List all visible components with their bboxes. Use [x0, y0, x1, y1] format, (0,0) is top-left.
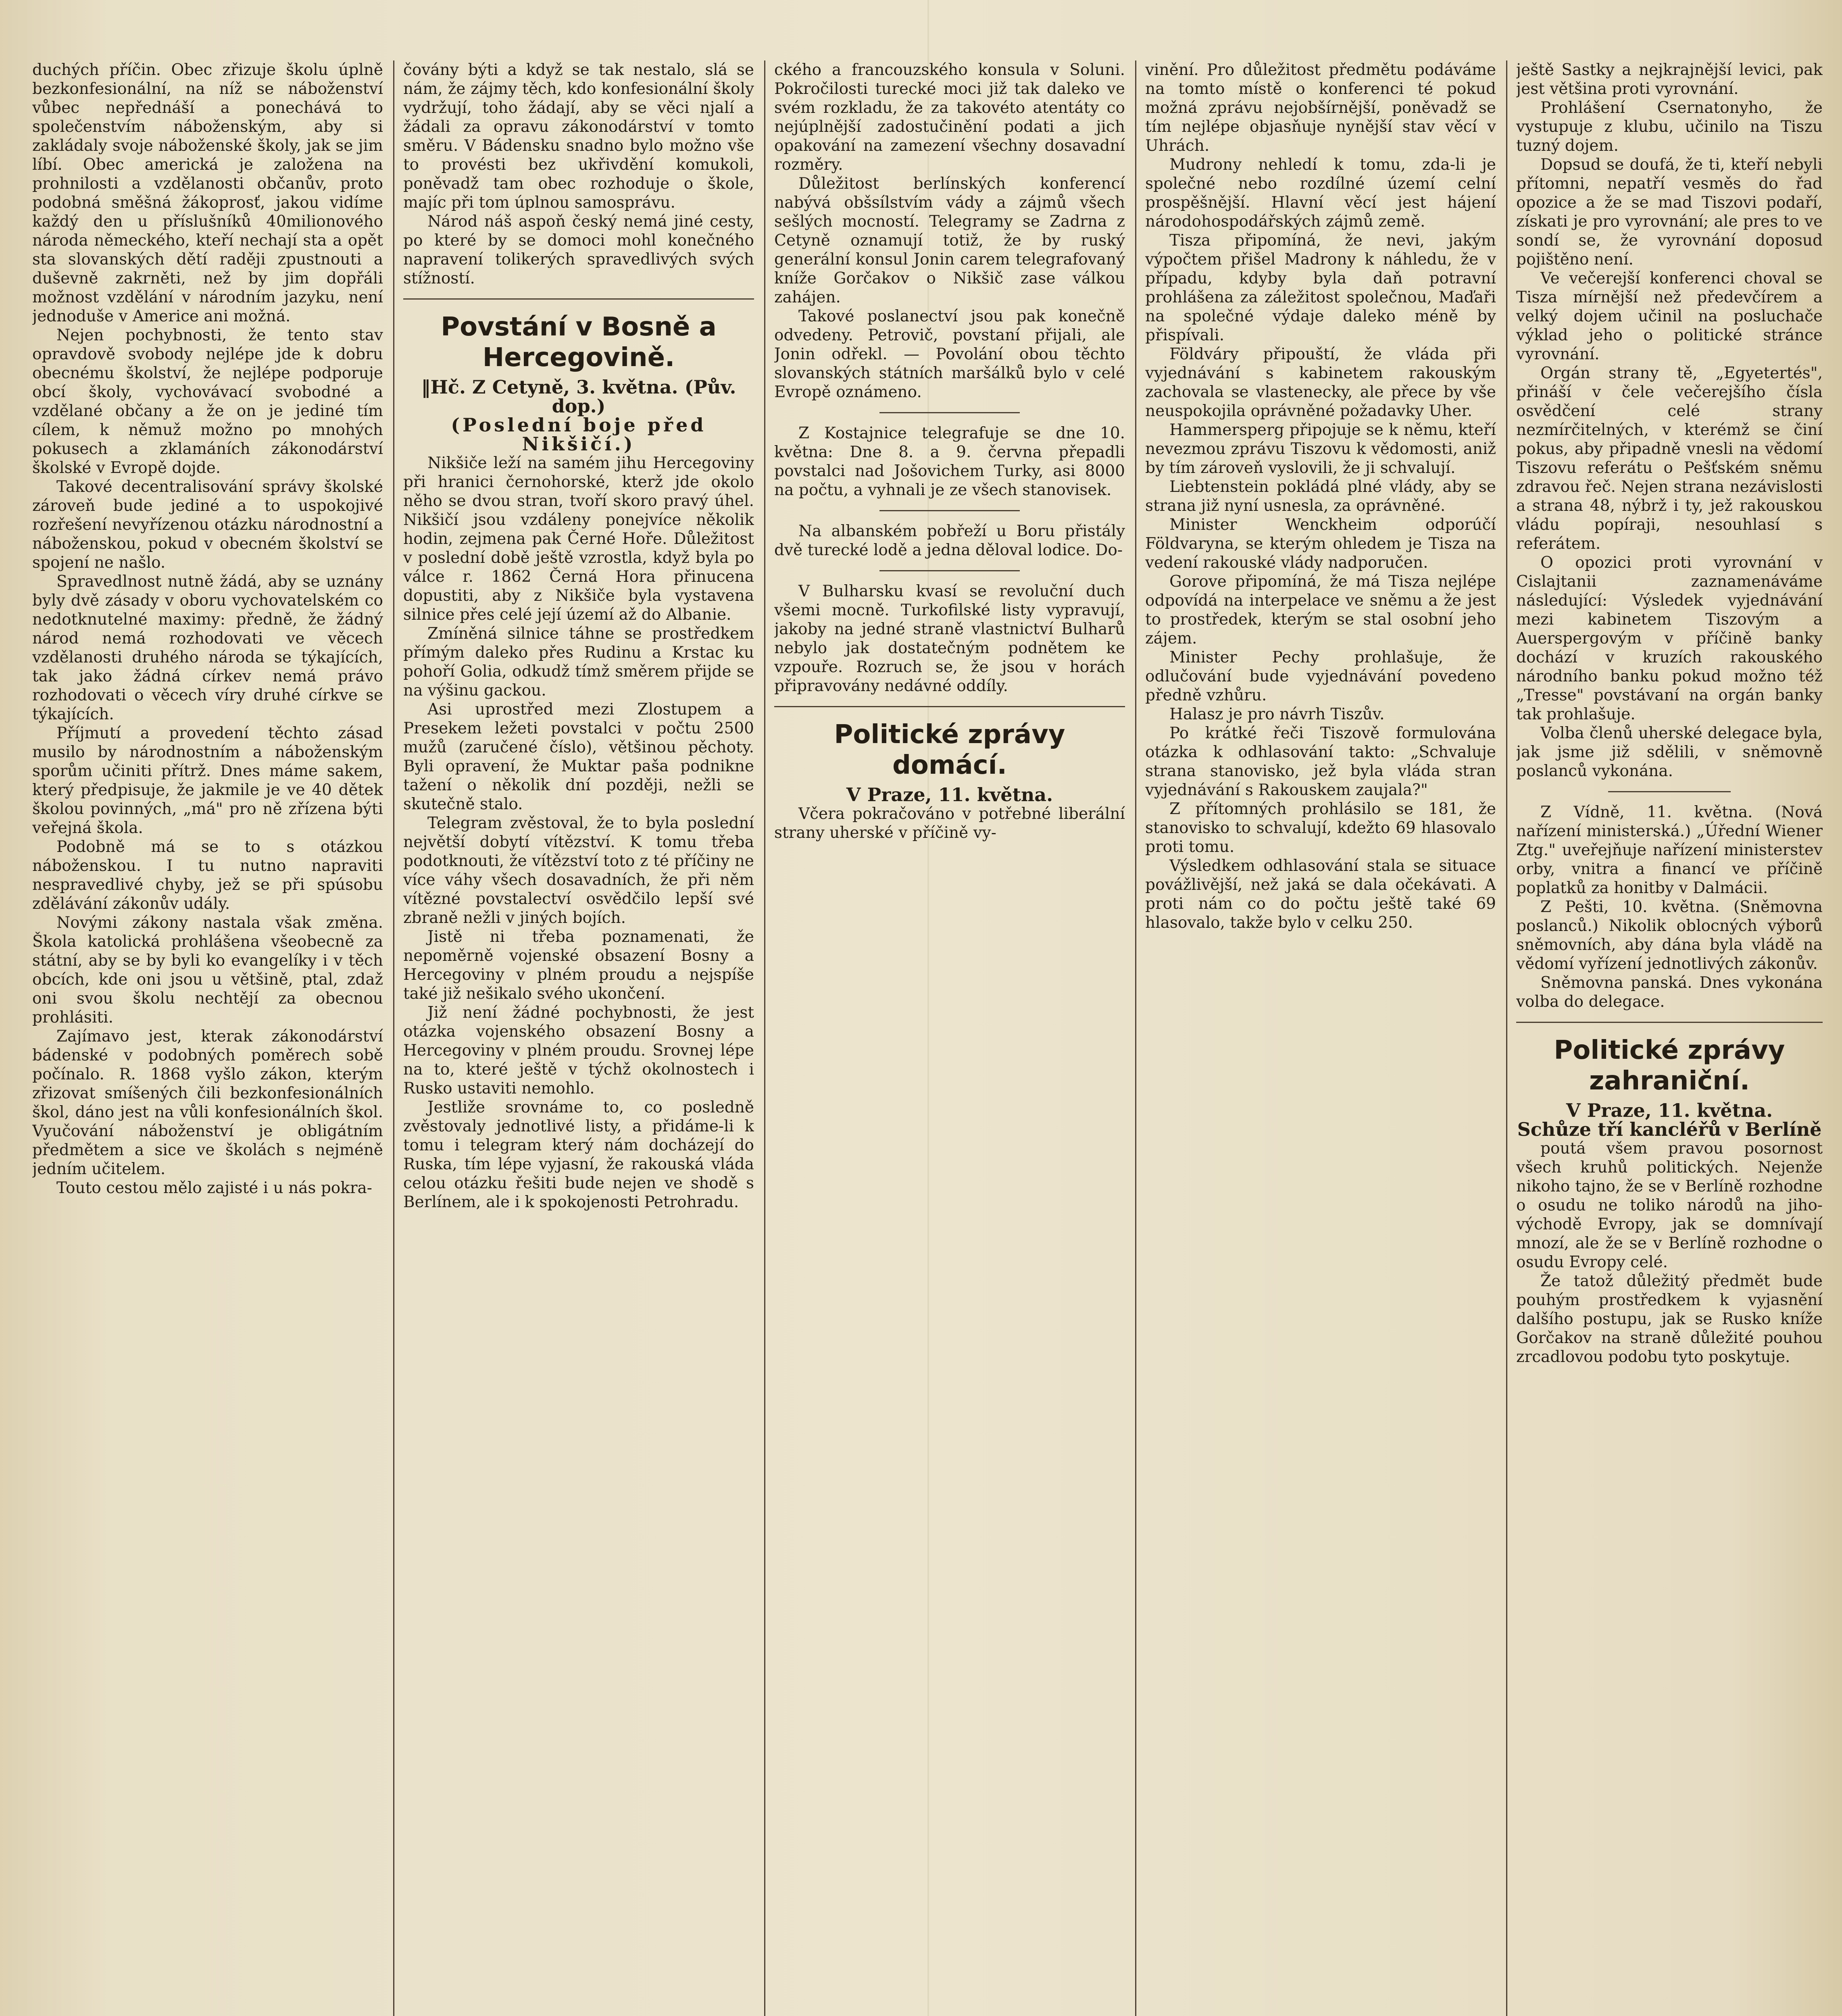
column-3 [774, 60, 1125, 2016]
paragraph: Výsledkem odhlasování stala se situace povážlivější, než jaká se dala očekávati. A proti nám co do počtu ještě také 69 hlasovalo, takže bylo v celku 250. [1145, 857, 1496, 932]
paragraph: Földváry připouští, že vláda při vyjednávání s kabinetem rakouským zachovala se vlastenecky, ale přece by vše neuspokojila oprávněné požadavky Uher. [1145, 345, 1496, 420]
paragraph: Jistě ni třeba poznamenati, že nepoměrně vojenské obsazení Bosny a Hercegoviny v plném proudu a nejspíše také již nešikalo svého ukončení. [403, 928, 754, 1003]
paragraph: V Bulharsku kvasí se revoluční duch všemi mocně. Turkofilské listy vypravují, jakoby na jedné straně vlastnictví Bulharů nebylo jak dostatečným podnětem ke vzpouře. Rozruch se, že jsou v horách připravovány nedávné oddíly. [774, 582, 1125, 695]
paragraph: Volba členů uherské delegace byla, jak jsme již sdělili, v sněmovně poslanců vykonána. [1516, 724, 1823, 780]
paragraph: Z Vídně, 11. května. (Nová nařízení ministerská.) „Úřední Wiener Ztg." uveřejňuje nařízení ministerstev orby, vnitra a financí ve příčině poplatků za honitby v Dalmácii. [1516, 803, 1823, 897]
dateline: ‖Hč. Z Cetyně, 3. května. (Pův. dop.) [421, 376, 736, 417]
paragraph: Spravedlnost nutně žádá, aby se uznány byly dvě zásady v oboru vychovatelském co nedotknutelné maximy: předně, že žádný národ nemá rozhodovati ve věcech vzdělanosti druhého národa se týkajících, tak jako žádná církev nemá právo rozhodovati o věcech víry druhé církve se týkajících. [32, 573, 383, 723]
paragraph: Důležitost berlínských konferencí nabývá obšsílstvím vády a zájmů všech sešlých mocností. Telegramy se Zadrna z Cetyně oznamují totiž, že by ruský generální konsul Jonin carem telegrafovaný kníže Gorčakov o Nikšič zase válkou zahájen. [774, 175, 1125, 306]
section-divider [1516, 1022, 1823, 1023]
paragraph: Novými zákony nastala však změna. Škola katolická prohlášena všeobecně za státní, aby se by byli ko evangelíky i v těch obcích, kde oni jsou u většině, ptal, zdaž oni svou školu nechtějí za obecnou prohlásiti. [32, 914, 383, 1027]
dateline: V Praze, 11. května. [1566, 1100, 1773, 1121]
paragraph: Že tatož důležitý předmět bude pouhým prostředkem k vyjasnění dalšího postupu, jak se Rusko kníže Gorčakov na straně důležité pouhou zrcadlovou podobu tyto poskytuje. [1516, 1272, 1823, 1366]
paragraph: Sněmovna panská. Dnes vykonána volba do delegace. [1516, 974, 1823, 1011]
paragraph: Zajímavo jest, kterak zákonodárství bádenské v podobných poměrech sobě počínalo. R. 1868 vyšlo zákon, kterým zřizovat smíšených čili bezkonfesionálních škol, dáno jest na vůli konfesionálních škol. Vyučování náboženství je obligátním předmětem a sice ve školách s nejméně jedním učitelem. [32, 1027, 383, 1178]
subtitle: (Poslední boje před Nikšičí.) [451, 414, 706, 455]
paragraph: ještě Sastky a nejkrajnější levici, pak jest většina proti vyrovnání. [1516, 61, 1823, 98]
paragraph: Na albanském pobřeží u Boru přistály dvě turecké lodě a jedna děloval lodice. Do- [774, 522, 1125, 559]
paragraph: Telegram zvěstoval, že to byla poslední největší dobytí vítězství. K tomu třeba podotknouti, že vítězství toto z té příčiny ne více váhy všech dosavadních, že při něm vítězné povstalectví osvědčilo lepší své zbraně nežli v jiných bojích. [403, 814, 754, 927]
column-5 [1516, 60, 1823, 2016]
paragraph: Prohlášení Csernatonyho, že vystupuje z klubu, učinilo na Tiszu tuzný dojem. [1516, 99, 1823, 155]
section-title-bosnia: Povstání v Bosně a Hercegovině. [441, 312, 717, 373]
paragraph: Orgán strany tě, „Egyetertés", přináší v čele večerejšího čísla osvědčení celé strany nezmírčitelných, v kterémž se činí pokus, aby připadně vnesli na vědomí Tiszovu referátu o Pešťském sněmu zdravou řeč. Nejen strana nezávislosti a strana 48, nýbrž i ty, jež rakouskou vládu popíraji, nesouhlasí s referátem. [1516, 364, 1823, 553]
section-title-domestic: Politické zprávy domácí. [834, 720, 1065, 780]
divider [879, 412, 1020, 413]
column-rule [764, 60, 765, 2016]
paragraph: Podobně má se to s otázkou náboženskou. I tu nutno napraviti nespravedlivé chyby, jež se při spúsobu zdělávání zákonův udály. [32, 838, 383, 913]
paragraph: Minister Pechy prohlašuje, že odlučování bude vyjednávání povedeno předně vzhůru. [1145, 648, 1496, 704]
paragraph: Mudrony nehledí k tomu, zda-li je společné nebo rozdílné území celní prospěšnější. Hlavní věcí jest hájení národohospodářských zájmů země. [1145, 156, 1496, 231]
column-1 [32, 60, 383, 2016]
divider [1608, 791, 1731, 792]
divider [879, 570, 1020, 571]
column-2 [403, 60, 754, 2016]
paragraph: Liebtenstein pokládá plné vlády, aby se strana již nyní usnesla, za oprávněné. [1145, 478, 1496, 515]
paragraph: Příjmutí a provedení těchto zásad musilo by národnostním a náboženským sporům učiniti přítrž. Dnes máme sakem, který předpisuje, že jakmile je ve 40 dětek školou povinných, „má" pro ně zřízena býti veřejná škola. [32, 724, 383, 837]
paragraph: Ve večerejší konferenci choval se Tisza mírnější než předevčírem a velký dojem učinil na posluchače výklad jeho o politické stránce vyrovnání. [1516, 269, 1823, 363]
divider [879, 510, 1020, 511]
column-rule [393, 60, 394, 2016]
paragraph: Nikšiče leží na samém jihu Hercegoviny při hranici černohorské, kterž jde okolo něho se dvou stran, tvoří skoro pravý úhel. Nikšičí jsou vzdáleny ponejvíce několik hodin, zejmena pak Černé Hoře. Důležitost v poslední době ještě vzrostla, když byla po válce r. 1862 Černá Hora přinucena dopustiti, aby z Nikšiče byla vystavena silnice přes celé její území až do Albanie. [403, 454, 754, 624]
paragraph: Včera pokračováno v potřebné liberální strany uherské v příčině vy- [774, 805, 1125, 842]
paragraph: poutá všem pravou posornost všech kruhů politických. Nejenže nikoho tajno, že se v Berlíně rozhodne o osudu ne toliko národů na jiho-východě Evropy, jak se domnívají mnozí, ale že se v Berlíně rozhodne o osudu Evropy celé. [1516, 1139, 1823, 1271]
paragraph: Takové decentralisování správy školské zároveň bude jediné a to uspokojivé rozřešení nevyřízenou otázku národnostní a náboženskou, pokud v obecném školství se spojení ne našlo. [32, 478, 383, 572]
paragraph: Tisza připomíná, že nevi, jakým výpočtem přišel Madrony k náhledu, že v případu, kdyby byla daň potravní prohlášena za záležitost společnou, Maďaři na společné výdaje daleko méně by přispívali. [1145, 231, 1496, 344]
paragraph: duchých příčin. Obec zřizuje školu úplně bezkonfesionální, na níž se náboženství vůbec nepřednáší a ponechává to společenstvím náboženským, aby si zakládaly svoje náboženské školy, jak se jim líbí. Obec americká je založena na prohnilosti a vzdělanosti občanův, proto podobná směšná žákoprosť, jakou vidíme každý den u příslušníků 40milionového národa německého, kteří nechají sta a opět sta slovanských dětí raději zpustnouti a duševně zakrněti, než by jim dopřáli možnost vzdělání v národním jazyku, není jednoduše v Americe ani možná. [32, 61, 383, 325]
paragraph: Z Pešti, 10. května. (Sněmovna poslanců.) Nikolik oblocných výborů sněmovních, aby dána byla vládě na vědomí vyřízení jednotlivých zákonův. [1516, 898, 1823, 973]
paragraph: Takové poslanectví jsou pak konečně odvedeny. Petrovič, povstaní přijali, ale Jonin odřekl. — Povolání obou těchto slovanských státních maršálků bylo v celé Evropě oznámeno. [774, 307, 1125, 401]
paragraph: Touto cestou mělo zajisté i u nás pokra- [56, 1179, 372, 1197]
paragraph: Po krátké řeči Tiszově formulována otázka k odhlasování takto: „Schvaluje strana stanovisko, jež byla vláda stran vyjednávání s Rakouskem zaujala?" [1145, 724, 1496, 799]
column-rule [1135, 60, 1136, 2016]
column-4 [1145, 60, 1496, 2016]
paragraph: Nejen pochybnosti, že tento stav opravdově svobody nejlépe jde k dobru obecnému školství, že nejlépe podporuje obcí školy, vychovávací svobodné a vzdělané občany a že on je jediné tím cílem, k němuž možno po mnohých pokusech a zklamáních zákonodárství školské v Evropě dojde. [32, 326, 383, 477]
section-divider [403, 298, 754, 300]
paragraph: Asi uprostřed mezi Zlostupem a Presekem ležeti povstalci v počtu 2500 mužů (zaručené číslo), většinou pěchoty. Byli opravení, že Muktar paša podnikne tažení o několik dní později, nežli se skutečně stalo. [403, 700, 754, 813]
paragraph: čovány býti a když se tak nestalo, slá se nám, že zájmy těch, kdo konfesionální školy vydržují, toho žádají, aby se věci njalí a žádali za opravu zákonodárství v tomto směru. V Bádensku snadno bylo možno vše to provésti bez ukřivdění komukoli, poněvadž tam obec rozhoduje o škole, majíc při tom úplnou samosprávu. [403, 61, 754, 212]
dateline: V Praze, 11. května. [846, 784, 1053, 806]
paragraph: Národ náš aspoň český nemá jiné cesty, po které by se domoci mohl konečného napravení tolikerých spravedlivých svých stížností. [403, 212, 754, 287]
paragraph: Jestliže srovnáme to, co posledně zvěstovaly jednotlivé listy, a přidáme-li k tomu i telegram který nám docházejí do Ruska, tím lépe vyjasní, že rakouská vláda celou otázku řešiti bude nejen ve shodě s Berlínem, ale i k spokojenosti Petrohradu. [403, 1098, 754, 1211]
subtitle: Schůze tří kancléřů v Berlíně [1517, 1118, 1822, 1140]
section-divider [774, 706, 1125, 707]
section-title-foreign: Politické zprávy zahraniční. [1554, 1035, 1785, 1096]
column-rule [1506, 60, 1507, 2016]
paragraph: Již není žádné pochybnosti, že jest otázka vojenského obsazení Bosny a Hercegoviny v plném proudu. Srovnej lépe na to, které ještě v týchž okolnostech i Rusko ustaviti nemohlo. [403, 1004, 754, 1098]
paragraph: Minister Wenckheim odporúčí Földvaryna, se kterým ohledem je Tisza na vedení rakouské vlády nadporučen. [1145, 516, 1496, 572]
paragraph: O opozici proti vyrovnání v Cislajtanii zaznamenáváme následující: Výsledek vyjednávání mezi kabinetem Tiszovým a Auerspergovým v příčině banky dochází v kruzích rakouského národního banku pokud možno též „Tresse" povstávaní na orgán banky tak prohlašuje. [1516, 554, 1823, 723]
paragraph: Hammersperg připojuje se k němu, kteří nevezmou zprávu Tiszovu k vědomosti, aniž by tím zároveň vyslovili, že ji schvalují. [1145, 421, 1496, 477]
paragraph: vinění. Pro důležitost předmětu podáváme na tomto místě o konferenci té pokud možná zprávu nejobšírnější, poněvadž se tím nejlépe objasňuje nynější stav věcí v Uhrách. [1145, 61, 1496, 155]
paragraph: ckého a francouzského konsula v Soluni. Pokročilosti turecké moci již tak daleko ve svém rozkladu, že za takovéto atentáty co nejúplnější zadostučinění podati a jich opakování na zamezení všechny dosavadní rozměry. [774, 61, 1125, 174]
paragraph: Gorove připomíná, že má Tisza nejlépe odpovídá na interpelace ve sněmu a že jest to prostředek, kterým se stal osobní jeho zájem. [1145, 573, 1496, 648]
paragraph: Z přítomných prohlásilo se 181, že stanovisko to schvalují, kdežto 69 hlasovalo proti tomu. [1145, 800, 1496, 856]
paragraph: Zmíněná silnice táhne se prostředkem přímým daleko přes Rudinu a Krstac ku pohoří Golia, odkudž tímž směrem přijde se na výšinu gackou. [403, 625, 754, 700]
paragraph: Halasz je pro návrh Tiszův. [1169, 705, 1385, 723]
paragraph: Z Kostajnice telegrafuje se dne 10. května: Dne 8. a 9. června přepadli povstalci nad Jošovichem Turky, asi 8000 na počtu, a vyhnali je ze všech stanovisek. [774, 424, 1125, 499]
paragraph: Dopsud se doufá, že ti, kteří nebyli přítomni, nepatří vesměs do řad opozice a že se mad Tiszovi podaří, získati je pro vyrovnání; ale pres to ve sondí se, že vyrovnání doposud pojištěno není. [1516, 156, 1823, 269]
